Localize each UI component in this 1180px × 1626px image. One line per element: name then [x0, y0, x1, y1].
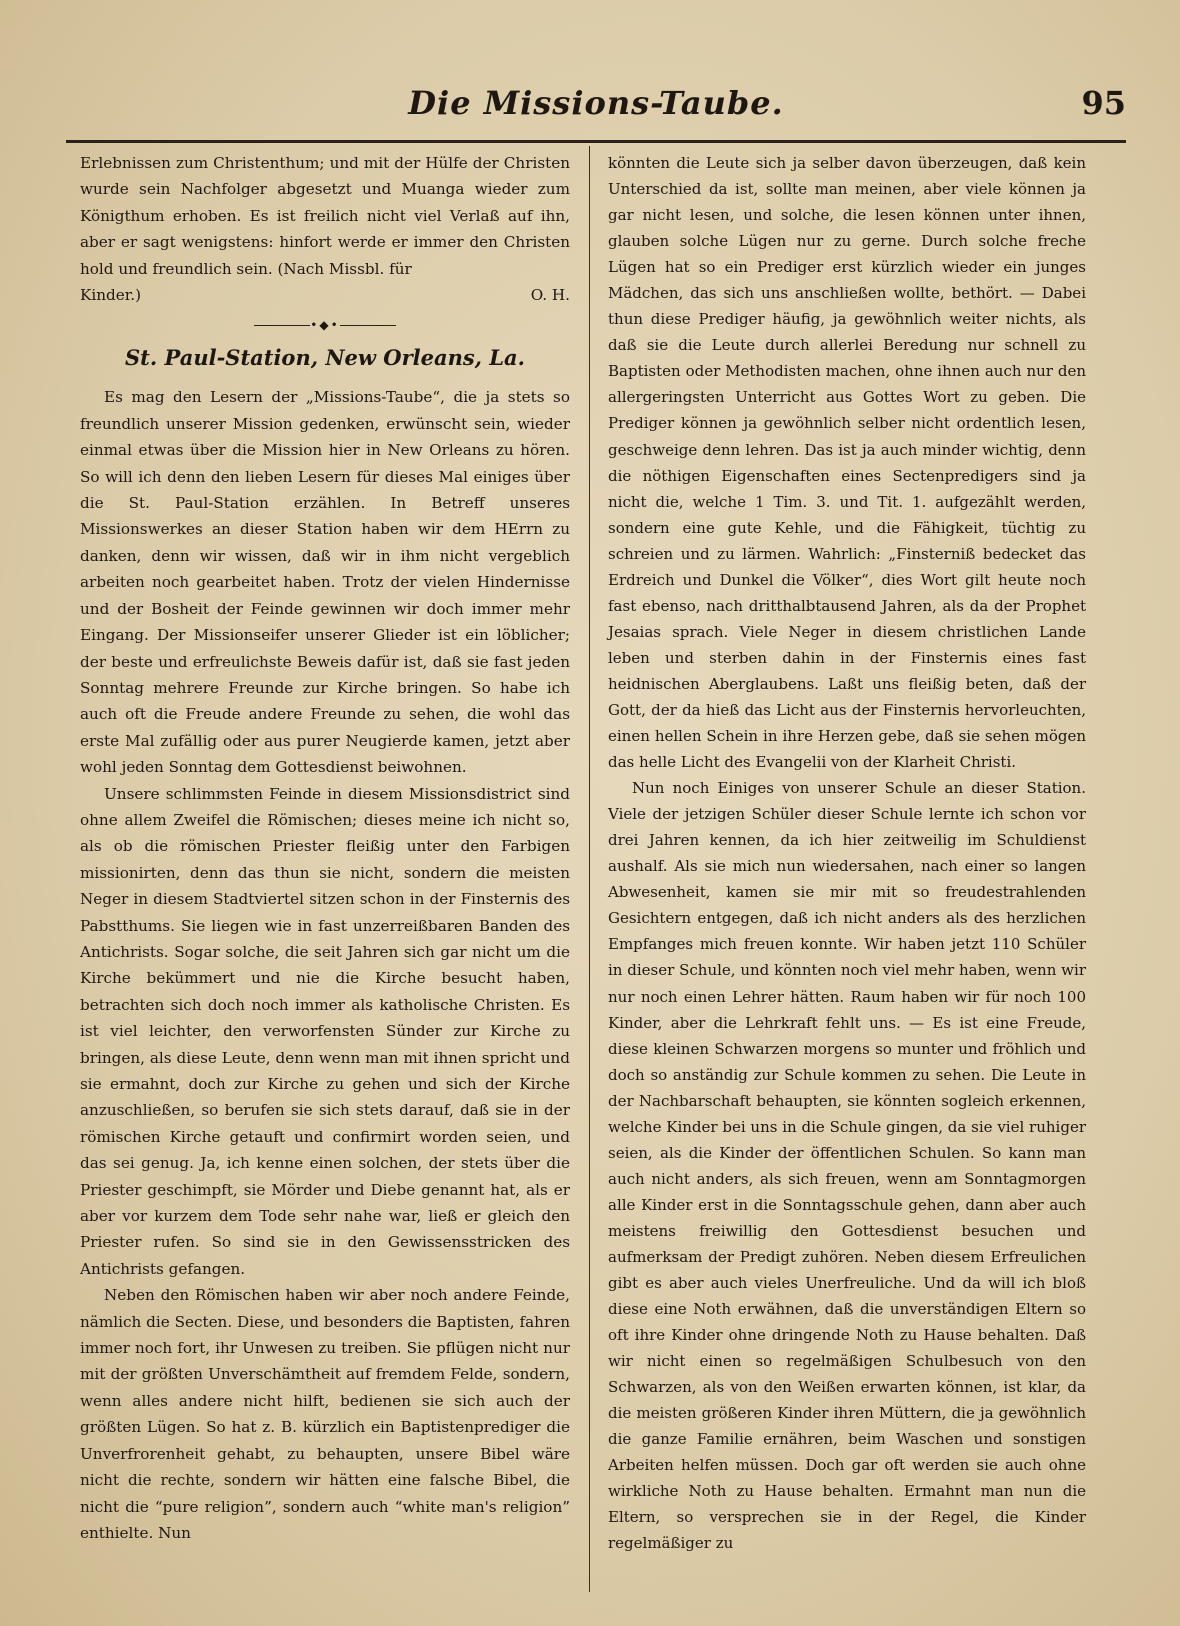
continuation-end: Kinder.): [80, 286, 142, 305]
article-paragraph: Neben den Römischen haben wir aber noch andere Feinde, nämlich die Secten. Diese, und besonders die Baptisten, fahren immer noch fort, ihr Unwesen zu treiben. Sie pflügen nicht nur mit der größten Unverschämtheit auf fremdem Felde, sondern, wenn alles andere nicht hilft, bedienen sie sich auch der größten Lügen. So hat z. B. kürzlich ein Baptistenprediger die Unverfrorenheit gehabt, zu behaupten, unsere Bibel wäre nicht die rechte, sondern wir hätten eine falsche Bibel, die nicht die “pure religion”, sondern auch “white man's religion” enthielte. Nun: [80, 1286, 570, 1542]
right-column: [608, 150, 1086, 1557]
section-ornament: •◆•: [80, 314, 570, 336]
article-paragraph: Unsere schlimmsten Feinde in diesem Missionsdistrict sind ohne allem Zweifel die Römischen; dieses meine ich nicht so, als ob die römischen Priester fleißig unter den Farbigen missionirten, denn das thun sie nicht, sondern die meisten Neger in diesem Stadtviertel sitzen schon in der Finsternis des Pabstthums. Sie liegen wie in fast unzerreißbaren Banden des Antichrists. Sogar solche, die seit Jahren sich gar nicht um die Kirche bekümmert und nie die Kirche besucht haben, betrachten sich doch noch immer als katholische Christen. Es ist viel leichter, den verworfensten Sünder zur Kirche zu bringen, als diese Leute, denn wenn man mit ihnen spricht und sie ermahnt, doch zur Kirche zu gehen und sich der Kirche anzuschließen, so berufen sie sich stets darauf, daß sie in der römischen Kirche getauft und confirmirt worden seien, und das sei genug. Ja, ich kenne einen solchen, der stets über die Priester geschimpft, sie Mörder und Diebe genannt hat, als er aber vor kurzem dem Tode sehr nahe war, ließ er gleich den Priester rufen. So sind sie in den Gewissensstricken des Antichrists gefangen.: [80, 784, 570, 1278]
page-number: 95: [1081, 84, 1126, 122]
signature-line: [80, 282, 570, 308]
article-paragraph: könnten die Leute sich ja selber davon überzeugen, daß kein Unterschied da ist, sollte man meinen, aber viele können ja gar nicht lesen, und solche, die lesen können unter ihnen, glauben solche Lügen nur zu gerne. Durch solche freche Lügen hat so ein Prediger erst kürzlich wieder ein junges Mädchen, das sich uns anschließen wollte, bethört. — Dabei thun diese Prediger häufig, ja gewöhnlich weiter nichts, als daß sie die Leute durch allerlei Beredung nur schnell zu Baptisten oder Methodisten machen, ohne ihnen auch nur den allergeringsten Unterricht aus Gottes Wort zu geben. Die Prediger können ja gewöhnlich selber nicht ordentlich lesen, geschweige denn lehren. Das ist ja auch minder wichtig, denn die nöthigen Eigenschaften eines Sectenpredigers sind ja nicht die, welche 1 Tim. 3. und Tit. 1. aufgezählt werden, sondern eine gute Kehle, und die Fähigkeit, tüchtig zu schreien und zu lärmen. Wahrlich: „Finsterniß bedecket das Erdreich und Dunkel die Völker“, dies Wort gilt heute noch fast ebenso, nach dritthalbtausend Jahren, als da der Prophet Jesaias sprach. Viele Neger in diesem christlichen Lande leben und sterben dahin in der Finsternis eines fast heidnischen Aberglaubens. Laßt uns fleißig beten, daß der Gott, der da hieß das Licht aus der Finsternis hervorleuchten, einen hellen Schein in ihre Herzen gebe, daß sie sehen mögen das helle Licht des Evangelii von der Klarheit Christi.: [608, 154, 1086, 772]
left-column: [80, 150, 570, 1546]
article-paragraph: Nun noch Einiges von unserer Schule an dieser Station. Viele der jetzigen Schüler dieser Schule lernte ich schon vor drei Jahren kennen, da ich hier zeitweilig im Schuldienst aushalf. Als sie mich nun wiedersahen, nach einer so langen Abwesenheit, kamen sie mir mit so freudestrahlenden Gesichtern entgegen, daß ich nicht anders als des herzlichen Empfanges mich freuen konnte. Wir haben jetzt 110 Schüler in dieser Schule, und könnten noch viel mehr haben, wenn wir nur noch einen Lehrer hätten. Raum haben wir für noch 100 Kinder, aber die Lehrkraft fehlt uns. — Es ist eine Freude, diese kleinen Schwarzen morgens so munter und fröhlich und doch so anständig zur Schule kommen zu sehen. Die Leute in der Nachbarschaft behaupten, sie könnten sogleich erkennen, welche Kinder bei uns in die Schule gingen, da sie viel ruhiger seien, als die Kinder der öffentlichen Schulen. So kann man auch nicht anders, als sich freuen, wenn am Sonntagmorgen alle Kinder erst in die Sonntagsschule gehen, dann aber auch meistens freiwillig den Gottesdienst besuchen und aufmerksam der Predigt zuhören. Neben diesem Erfreulichen gibt es aber auch vieles Unerfreuliche. Und da will ich bloß diese eine Noth erwähnen, daß die unverständigen Eltern so oft ihre Kinder ohne dringende Noth zu Hause behalten. Daß wir nicht einen so regelmäßigen Schulbesuch von den Schwarzen, als von den Weißen erwarten können, ist klar, da die meisten größeren Kinder ihren Müttern, die ja gewöhnlich die ganze Familie ernähren, beim Waschen und sonstigen Arbeiten helfen müssen. Doch gar oft werden sie auch ohne wirkliche Noth zu Hause behalten. Ermahnt man nun die Eltern, so versprechen sie in der Regel, die Kinder regelmäßiger zu: [608, 779, 1086, 1553]
header-rule: [66, 140, 1126, 143]
masthead-title: Die Missions-Taube.: [408, 84, 784, 122]
author-signature: O. H.: [530, 286, 570, 305]
page-header: [66, 84, 1126, 136]
continuation-paragraph: Erlebnissen zum Christenthum; und mit der Hülfe der Christen wurde sein Nachfolger abgesetzt und Muanga wieder zum Königthum erhoben. Es ist freilich nicht viel Verlaß auf ihn, aber er sagt wenigstens: hinfort werde er immer den Christen hold und freundlich sein. (Nach Missbl. für: [80, 154, 570, 278]
section-title: St. Paul-Station, New Orleans, La.: [125, 345, 525, 371]
article-paragraph: Es mag den Lesern der „Missions-Taube“, die ja stets so freundlich unserer Mission gedenken, erwünscht sein, wieder einmal etwas über die Mission hier in New Orleans zu hören. So will ich denn den lieben Lesern für dieses Mal einiges über die St. Paul-Station erzählen. In Betreff unseres Missionswerkes an dieser Station haben wir dem HErrn zu danken, denn wir wissen, daß wir in ihm nicht vergeblich arbeiten noch gearbeitet haben. Trotz der vielen Hindernisse und der Bosheit der Feinde gewinnen wir doch immer mehr Eingang. Der Missionseifer unserer Glieder ist ein löblicher; der beste und erfreulichste Beweis dafür ist, daß sie fast jeden Sonntag mehrere Freunde zur Kirche bringen. So habe ich auch oft die Freude andere Freunde zu sehen, die wohl das erste Mal zufällig oder aus purer Neugierde kamen, jetzt aber wohl jeden Sonntag dem Gottesdienst beiwohnen.: [80, 388, 570, 777]
column-divider: [589, 146, 590, 1592]
